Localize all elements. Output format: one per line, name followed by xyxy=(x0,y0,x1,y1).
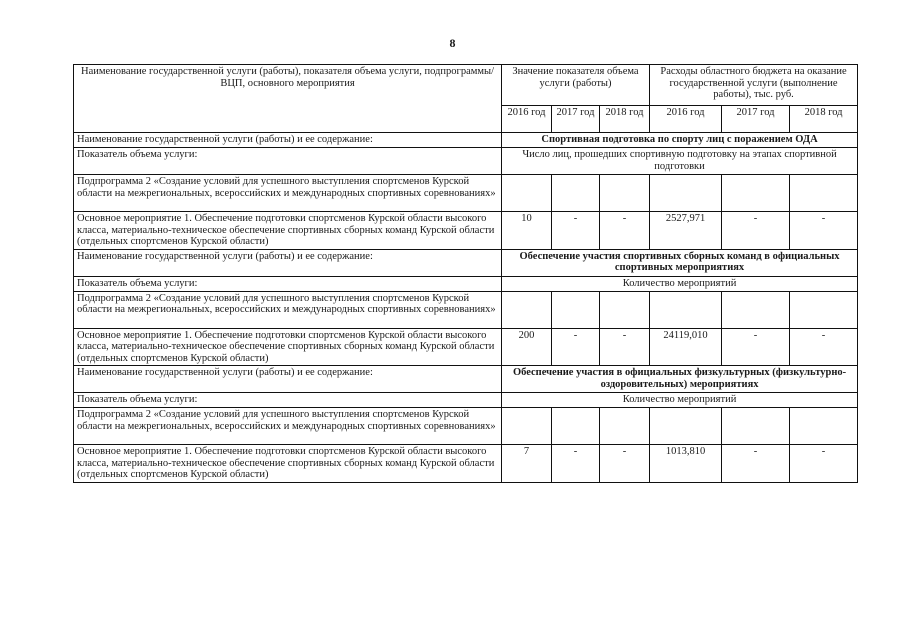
year-header: 2016 год xyxy=(502,106,552,133)
empty-cell xyxy=(650,175,722,212)
indicator-value: Количество мероприятий xyxy=(502,276,858,291)
volume-2016: 10 xyxy=(502,212,552,250)
empty-cell xyxy=(600,175,650,212)
volume-2016: 7 xyxy=(502,445,552,483)
main-activity-label: Основное мероприятие 1. Обеспечение подготовки спортсменов Курской области высокого класса, материально-техническое обеспечение спортивных сборных команд Курской области (отдельных спортсменов Курской области) xyxy=(74,445,502,483)
budget-2016: 2527,971 xyxy=(650,212,722,250)
budget-2018: - xyxy=(790,212,858,250)
empty-cell xyxy=(650,291,722,328)
indicator-value: Количество мероприятий xyxy=(502,393,858,408)
empty-cell xyxy=(552,175,600,212)
year-header: 2018 год xyxy=(600,106,650,133)
main-activity-label: Основное мероприятие 1. Обеспечение подготовки спортсменов Курской области высокого класса, материально-техническое обеспечение спортивных сборных команд Курской области (отдельных спортсменов Курской области) xyxy=(74,328,502,366)
empty-cell xyxy=(722,408,790,445)
empty-cell xyxy=(502,175,552,212)
volume-2018: - xyxy=(600,445,650,483)
volume-2016: 200 xyxy=(502,328,552,366)
service-label: Наименование государственной услуги (работы) и ее содержание: xyxy=(74,133,502,148)
empty-cell xyxy=(502,291,552,328)
budget-2017: - xyxy=(722,445,790,483)
subprogram-label: Подпрограмма 2 «Создание условий для успешного выступления спортсменов Курской области на межрегиональных, всероссийских и международных спортивных соревнованиях» xyxy=(74,175,502,212)
empty-cell xyxy=(552,291,600,328)
service-label: Наименование государственной услуги (работы) и ее содержание: xyxy=(74,366,502,393)
subprogram-label: Подпрограмма 2 «Создание условий для успешного выступления спортсменов Курской области на межрегиональных, всероссийских и международных спортивных соревнованиях» xyxy=(74,291,502,328)
budget-table xyxy=(73,64,858,483)
page-number: 8 xyxy=(449,36,456,50)
indicator-label: Показатель объема услуги: xyxy=(74,148,502,175)
indicator-label: Показатель объема услуги: xyxy=(74,276,502,291)
empty-cell xyxy=(650,408,722,445)
year-header: 2016 год xyxy=(650,106,722,133)
budget-2016: 1013,810 xyxy=(650,445,722,483)
main-activity-label: Основное мероприятие 1. Обеспечение подготовки спортсменов Курской области высокого класса, материально-техническое обеспечение спортивных сборных команд Курской области (отдельных спортсменов Курской области) xyxy=(74,212,502,250)
budget-2017: - xyxy=(722,212,790,250)
budget-2018: - xyxy=(790,328,858,366)
header-budget-group: Расходы областного бюджета на оказание государственной услуги (выполнение работы), тыс. руб. xyxy=(650,65,858,106)
volume-2017: - xyxy=(552,445,600,483)
empty-cell xyxy=(552,408,600,445)
year-header: 2017 год xyxy=(722,106,790,133)
year-header: 2017 год xyxy=(552,106,600,133)
empty-cell xyxy=(790,175,858,212)
service-value: Обеспечение участия в официальных физкультурных (физкультурно-оздоровительных) мероприятиях xyxy=(502,366,858,393)
header-volume-group: Значение показателя объема услуги (работы) xyxy=(502,65,650,106)
volume-2018: - xyxy=(600,328,650,366)
budget-2018: - xyxy=(790,445,858,483)
indicator-value: Число лиц, прошедших спортивную подготовку на этапах спортивной подготовки xyxy=(502,148,858,175)
year-header: 2018 год xyxy=(790,106,858,133)
indicator-label: Показатель объема услуги: xyxy=(74,393,502,408)
empty-cell xyxy=(790,291,858,328)
volume-2017: - xyxy=(552,212,600,250)
budget-2016: 24119,010 xyxy=(650,328,722,366)
volume-2018: - xyxy=(600,212,650,250)
budget-2017: - xyxy=(722,328,790,366)
empty-cell xyxy=(502,408,552,445)
service-label: Наименование государственной услуги (работы) и ее содержание: xyxy=(74,249,502,276)
volume-2017: - xyxy=(552,328,600,366)
service-value: Спортивная подготовка по спорту лиц с поражением ОДА xyxy=(502,133,858,148)
empty-cell xyxy=(790,408,858,445)
empty-cell xyxy=(722,291,790,328)
service-value: Обеспечение участия спортивных сборных команд в официальных спортивных мероприятиях xyxy=(502,249,858,276)
empty-cell xyxy=(600,291,650,328)
header-name-col: Наименование государственной услуги (работы), показателя объема услуги, подпрограммы/ВЦП, основного мероприятия xyxy=(74,65,502,133)
subprogram-label: Подпрограмма 2 «Создание условий для успешного выступления спортсменов Курской области на межрегиональных, всероссийских и международных спортивных соревнованиях» xyxy=(74,408,502,445)
empty-cell xyxy=(722,175,790,212)
empty-cell xyxy=(600,408,650,445)
